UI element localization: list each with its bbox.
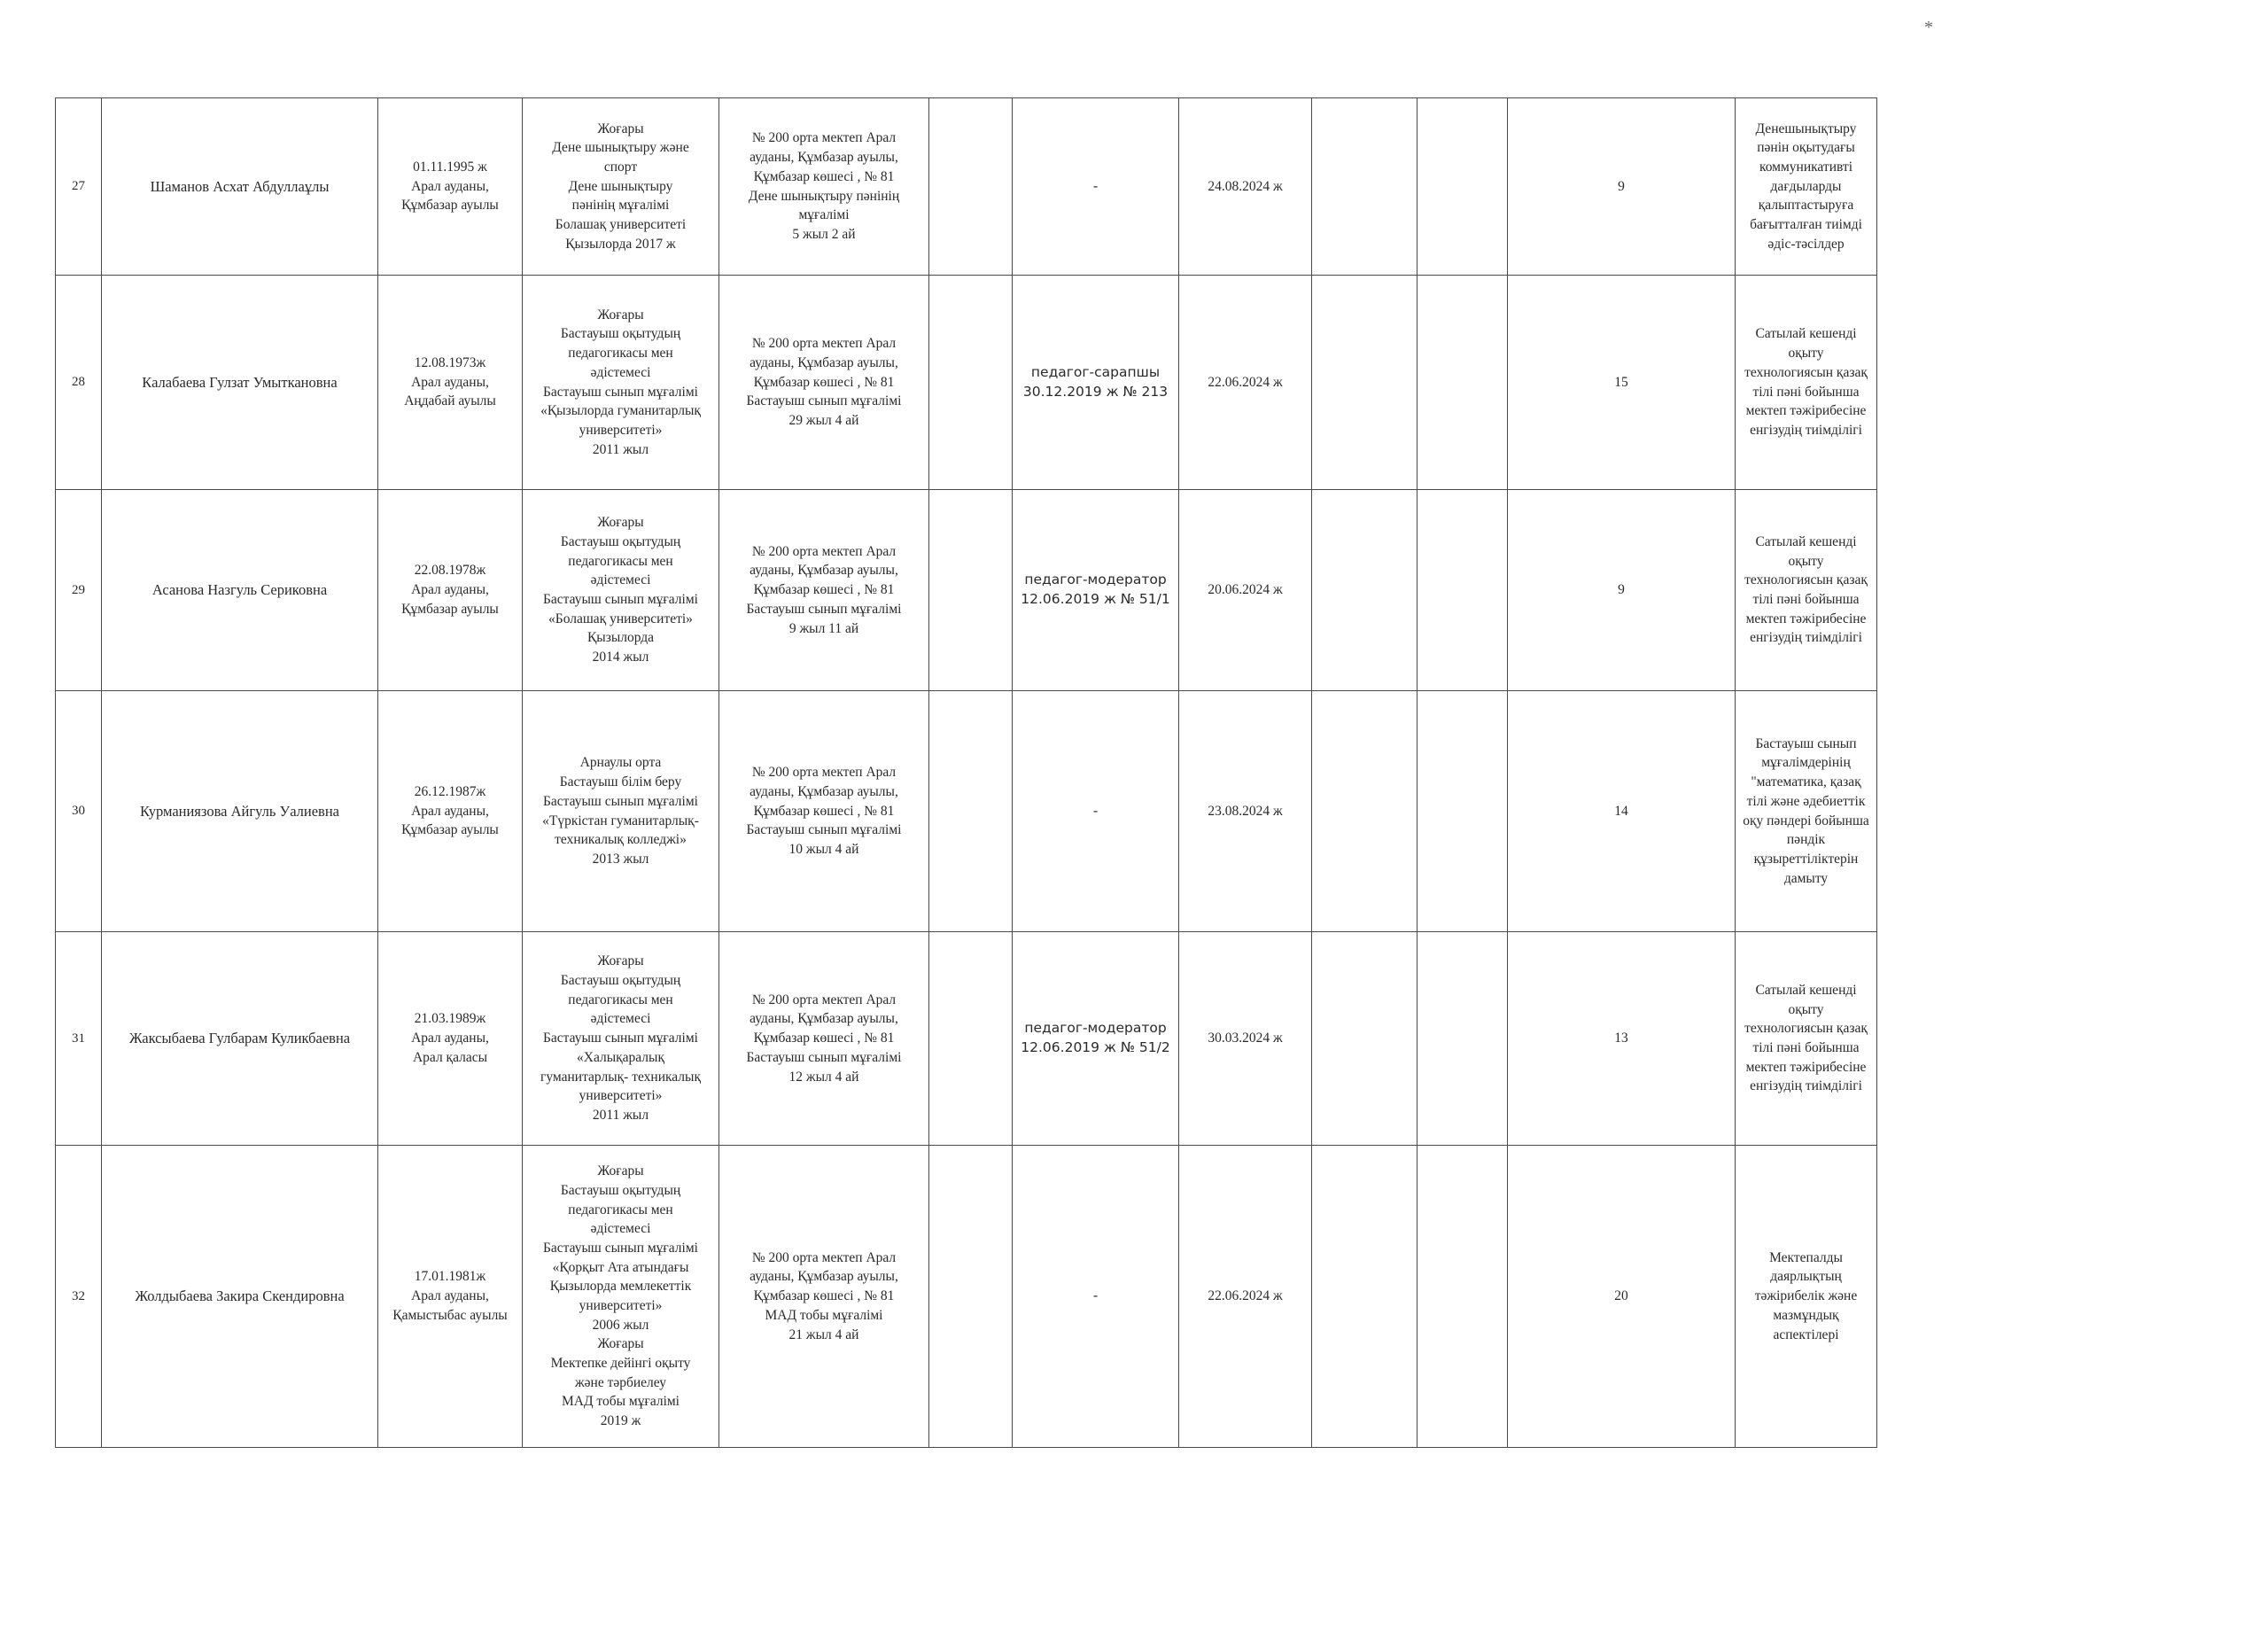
birth-info-line: Арал ауданы,: [411, 582, 489, 598]
topic: [1736, 276, 1877, 490]
count-value: 14: [1508, 691, 1736, 932]
full-name: Жолдыбаева Закира Скендировна: [102, 1146, 378, 1448]
topic: [1736, 490, 1877, 691]
workplace-experience-line: № 200 орта мектеп Арал: [751, 1249, 897, 1265]
topic: [1736, 691, 1877, 932]
table-row: [56, 1146, 1877, 1448]
workplace-experience-line: ауданы, Құмбазар ауылы,: [750, 1269, 898, 1285]
birth-info-line: Арал ауданы,: [411, 374, 489, 390]
topic-line: әдіс-тәсілдер: [1767, 236, 1845, 252]
workplace-experience: [719, 98, 929, 276]
empty-column-6: [929, 1146, 1013, 1448]
education-line: педагогикасы мен: [568, 992, 673, 1007]
education-line: 2013 жыл: [592, 851, 649, 867]
education-line: әдістемесі: [590, 572, 651, 588]
education-line: Жоғары: [597, 307, 644, 323]
empty-column-6: [929, 98, 1013, 276]
full-name: Калабаева Гулзат Умыткановна: [102, 276, 378, 490]
education-line: университеті»: [579, 422, 663, 438]
empty-column-9: [1312, 932, 1418, 1146]
workplace-experience-line: Құмбазар көшесі , № 81: [753, 168, 895, 184]
topic-line: Денешынықтыру: [1755, 121, 1857, 136]
education: [523, 691, 719, 932]
full-name: Асанова Назгуль Сериковна: [102, 490, 378, 691]
education-line: Қызылорда: [586, 630, 655, 646]
topic-line: тілі пәні бойынша: [1752, 1040, 1860, 1055]
table-row: [56, 98, 1877, 276]
empty-column-10: [1418, 1146, 1508, 1448]
qualification-category-line: 12.06.2019 ж № 51/1: [1021, 591, 1170, 607]
education-line: «Халықаралық: [577, 1049, 664, 1065]
empty-column-9: [1312, 1146, 1418, 1448]
workplace-experience-line: Құмбазар көшесі , № 81: [753, 1288, 895, 1304]
birth-info: [378, 490, 523, 691]
row-number: 29: [56, 490, 102, 691]
education-line: Дене шынықтыру және: [552, 140, 689, 156]
count-value: 15: [1508, 276, 1736, 490]
birth-info: [378, 691, 523, 932]
birth-info-line: Аңдабай ауылы: [404, 393, 496, 409]
topic-line: қалыптастыруға: [1758, 198, 1854, 214]
education-line: 2011 жыл: [592, 1107, 649, 1123]
birth-info-line: Арал ауданы,: [411, 1288, 489, 1304]
workplace-experience: [719, 691, 929, 932]
row-number: 27: [56, 98, 102, 276]
workplace-experience: [719, 1146, 929, 1448]
topic-line: енгізудің тиімділігі: [1750, 422, 1862, 438]
topic-line: Сатылай кешенді: [1755, 982, 1857, 998]
workplace-experience-line: Құмбазар көшесі , № 81: [753, 803, 895, 819]
birth-info-line: 17.01.1981ж: [414, 1269, 486, 1285]
workplace-experience-line: 10 жыл 4 ай: [788, 842, 859, 858]
topic-line: бағытталған тиімді: [1750, 217, 1862, 233]
course-date: 22.06.2024 ж: [1179, 1146, 1312, 1448]
qualification-category-line: педагог-модератор: [1024, 1020, 1167, 1037]
birth-info-line: Арал ауданы,: [411, 803, 489, 819]
workplace-experience-line: 9 жыл 11 ай: [788, 620, 859, 636]
workplace-experience-line: Құмбазар көшесі , № 81: [753, 582, 895, 598]
course-date: 20.06.2024 ж: [1179, 490, 1312, 691]
education-line: Бастауыш оқытудың: [560, 973, 681, 989]
birth-info-line: 22.08.1978ж: [414, 563, 486, 579]
course-date: 30.03.2024 ж: [1179, 932, 1312, 1146]
education-line: және тәрбиелеу: [574, 1374, 667, 1390]
roster-body: [56, 98, 1877, 1448]
topic-line: құзыреттіліктерін: [1753, 851, 1859, 867]
education-line: 2006 жыл: [592, 1317, 649, 1333]
education-line: Бастауыш білім беру: [559, 774, 682, 790]
education-line: Жоғары: [597, 121, 644, 136]
empty-column-10: [1418, 98, 1508, 276]
row-number: 30: [56, 691, 102, 932]
topic-line: оқу пәндері бойынша: [1743, 813, 1869, 828]
empty-column-6: [929, 276, 1013, 490]
education-line: МАД тобы мұғалімі: [561, 1394, 680, 1410]
qualification-category-line: 12.06.2019 ж № 51/2: [1021, 1039, 1170, 1055]
workplace-experience-line: Құмбазар көшесі , № 81: [753, 1031, 895, 1046]
workplace-experience: [719, 932, 929, 1146]
education-line: педагогикасы мен: [568, 346, 673, 362]
empty-column-6: [929, 691, 1013, 932]
topic-line: коммуникативті: [1759, 159, 1852, 175]
topic-line: тілі пәні бойынша: [1752, 592, 1860, 607]
qualification-category: -: [1013, 1146, 1179, 1448]
topic-line: Сатылай кешенді: [1755, 533, 1857, 549]
education-line: гуманитарлық- техникалық: [540, 1069, 701, 1085]
row-number: 32: [56, 1146, 102, 1448]
workplace-experience-line: МАД тобы мұғалімі: [765, 1307, 883, 1323]
count-value: 20: [1508, 1146, 1736, 1448]
education-line: 2011 жыл: [592, 441, 649, 457]
empty-column-6: [929, 932, 1013, 1146]
workplace-experience-line: Құмбазар көшесі , № 81: [753, 374, 895, 390]
topic: [1736, 98, 1877, 276]
education-line: «Түркістан гуманитарлық-: [542, 813, 699, 828]
workplace-experience-line: № 200 орта мектеп Арал: [751, 765, 897, 781]
topic-line: пәндік: [1786, 832, 1826, 848]
education-line: Болашақ университеті: [555, 217, 687, 233]
workplace-experience-line: 21 жыл 4 ай: [788, 1326, 859, 1342]
qualification-category: [1013, 490, 1179, 691]
qualification-category: [1013, 276, 1179, 490]
topic-line: технологиясын қазақ: [1744, 572, 1868, 588]
empty-column-6: [929, 490, 1013, 691]
table-row: [56, 932, 1877, 1146]
topic-line: "математика, қазақ: [1751, 774, 1861, 790]
education-line: педагогикасы мен: [568, 553, 673, 569]
table-row: [56, 276, 1877, 490]
birth-info-line: 21.03.1989ж: [414, 1011, 486, 1027]
page-corner-mark: *: [1924, 18, 1933, 37]
empty-column-10: [1418, 932, 1508, 1146]
education-line: университеті»: [579, 1298, 663, 1313]
workplace-experience-line: 29 жыл 4 ай: [788, 413, 859, 429]
education-line: әдістемесі: [590, 364, 651, 380]
birth-info-line: 12.08.1973ж: [414, 354, 486, 370]
education-line: Арнаулы орта: [579, 755, 662, 771]
education-line: пәнінің мұғалімі: [571, 198, 670, 214]
birth-info: [378, 98, 523, 276]
qualification-category: -: [1013, 98, 1179, 276]
topic-line: тілі пәні бойынша: [1752, 384, 1860, 400]
empty-column-10: [1418, 276, 1508, 490]
education: [523, 276, 719, 490]
education: [523, 932, 719, 1146]
education-line: Жоғары: [597, 1336, 644, 1352]
education: [523, 1146, 719, 1448]
birth-info: [378, 276, 523, 490]
topic-line: оқыту: [1788, 1001, 1824, 1017]
education-line: «Қорқыт Ата атындағы: [552, 1259, 689, 1275]
topic-line: мұғалімдерінің: [1761, 755, 1851, 771]
full-name: Курманиязова Айгуль Уалиевна: [102, 691, 378, 932]
birth-info-line: Құмбазар ауылы: [401, 822, 499, 838]
topic: [1736, 932, 1877, 1146]
topic-line: даярлықтың: [1770, 1269, 1842, 1285]
workplace-experience-line: № 200 орта мектеп Арал: [751, 543, 897, 559]
empty-column-9: [1312, 691, 1418, 932]
birth-info-line: 26.12.1987ж: [414, 783, 486, 799]
workplace-experience-line: Дене шынықтыру пәнінің: [748, 188, 900, 204]
workplace-experience-line: ауданы, Құмбазар ауылы,: [750, 563, 898, 579]
birth-info-line: Құмбазар ауылы: [401, 601, 499, 617]
education-line: Дене шынықтыру: [568, 178, 673, 194]
qualification-category: [1013, 932, 1179, 1146]
course-date: 24.08.2024 ж: [1179, 98, 1312, 276]
topic-line: енгізудің тиімділігі: [1750, 630, 1862, 646]
education-line: Мектепке дейінгі оқыту: [550, 1356, 691, 1372]
topic-line: оқыту: [1788, 553, 1824, 569]
education-line: әдістемесі: [590, 1011, 651, 1027]
education-line: Жоғары: [597, 953, 644, 969]
education-line: Бастауыш сынып мұғалімі: [543, 1240, 698, 1256]
topic-line: мазмұндық: [1773, 1307, 1839, 1323]
topic-line: пәнін оқытудағы: [1757, 140, 1855, 156]
workplace-experience-line: Бастауыш сынып мұғалімі: [746, 822, 902, 838]
topic-line: енгізудің тиімділігі: [1750, 1078, 1862, 1094]
birth-info: [378, 932, 523, 1146]
table-row: [56, 691, 1877, 932]
education-line: «Болашақ университеті»: [548, 611, 693, 626]
workplace-experience-line: ауданы, Құмбазар ауылы,: [750, 783, 898, 799]
workplace-experience-line: № 200 орта мектеп Арал: [751, 130, 897, 146]
count-value: 13: [1508, 932, 1736, 1146]
topic-line: тілі және әдебиеттік: [1746, 793, 1866, 809]
birth-info-line: Арал қаласы: [412, 1049, 488, 1065]
education-line: Қызылорда мемлекеттік: [549, 1279, 692, 1295]
empty-column-9: [1312, 276, 1418, 490]
education-line: Бастауыш сынып мұғалімі: [543, 592, 698, 607]
workplace-experience-line: 5 жыл 2 ай: [792, 226, 856, 242]
table-row: [56, 490, 1877, 691]
workplace-experience-line: № 200 орта мектеп Арал: [751, 336, 897, 352]
empty-column-9: [1312, 490, 1418, 691]
education-line: Жоғары: [597, 515, 644, 531]
education-line: техникалық колледжі»: [555, 832, 687, 848]
topic-line: мектеп тәжірибесіне: [1745, 403, 1867, 419]
education-line: Бастауыш сынып мұғалімі: [543, 793, 698, 809]
topic-line: технологиясын қазақ: [1744, 364, 1868, 380]
count-value: 9: [1508, 490, 1736, 691]
education-line: Бастауыш оқытудың: [560, 533, 681, 549]
row-number: 31: [56, 932, 102, 1146]
education-line: Қызылорда 2017 ж: [565, 236, 676, 252]
birth-info: [378, 1146, 523, 1448]
education-line: Бастауыш сынып мұғалімі: [543, 384, 698, 400]
education-line: әдістемесі: [590, 1221, 651, 1237]
birth-info-line: Құмбазар ауылы: [401, 198, 499, 214]
birth-info-line: Қамыстыбас ауылы: [392, 1307, 508, 1323]
birth-info-line: Арал ауданы,: [411, 178, 489, 194]
topic-line: дағдыларды: [1770, 178, 1842, 194]
birth-info-line: Арал ауданы,: [411, 1031, 489, 1046]
workplace-experience-line: Бастауыш сынып мұғалімі: [746, 393, 902, 409]
workplace-experience: [719, 490, 929, 691]
topic-line: технологиясын қазақ: [1744, 1021, 1868, 1037]
workplace-experience: [719, 276, 929, 490]
count-value: 9: [1508, 98, 1736, 276]
course-date: 22.06.2024 ж: [1179, 276, 1312, 490]
education-line: педагогикасы мен: [568, 1202, 673, 1217]
topic-line: тәжірибелік және: [1754, 1288, 1858, 1304]
qualification-category: -: [1013, 691, 1179, 932]
workplace-experience-line: ауданы, Құмбазар ауылы,: [750, 354, 898, 370]
qualification-category-line: 30.12.2019 ж № 213: [1022, 383, 1169, 400]
workplace-experience-line: 12 жыл 4 ай: [788, 1069, 859, 1085]
education: [523, 490, 719, 691]
topic-line: Сатылай кешенді: [1755, 326, 1857, 342]
topic-line: аспектілері: [1773, 1326, 1839, 1342]
qualification-category-line: педагог-сарапшы: [1030, 363, 1161, 380]
workplace-experience-line: № 200 орта мектеп Арал: [751, 992, 897, 1007]
education-line: спорт: [603, 159, 638, 175]
topic-line: дамыту: [1783, 870, 1829, 886]
staff-roster-table: [55, 97, 1877, 1448]
row-number: 28: [56, 276, 102, 490]
education-line: Жоғары: [597, 1163, 644, 1179]
workplace-experience-line: ауданы, Құмбазар ауылы,: [750, 150, 898, 166]
education-line: 2014 жыл: [592, 649, 649, 665]
empty-column-10: [1418, 691, 1508, 932]
birth-info-line: 01.11.1995 ж: [413, 159, 487, 175]
education-line: 2019 ж: [600, 1413, 641, 1429]
qualification-category-line: педагог-модератор: [1024, 572, 1167, 588]
topic-line: Мектепалды: [1769, 1249, 1843, 1265]
education: [523, 98, 719, 276]
topic-line: оқыту: [1788, 346, 1824, 362]
workplace-experience-line: мұғалімі: [798, 207, 850, 223]
topic-line: мектеп тәжірибесіне: [1745, 1059, 1867, 1075]
full-name: Шаманов Асхат Абдуллаұлы: [102, 98, 378, 276]
topic-line: Бастауыш сынып: [1755, 735, 1857, 751]
topic: [1736, 1146, 1877, 1448]
workplace-experience-line: Бастауыш сынып мұғалімі: [746, 1049, 902, 1065]
education-line: Бастауыш оқытудың: [560, 326, 681, 342]
empty-column-10: [1418, 490, 1508, 691]
education-line: Бастауыш сынып мұғалімі: [543, 1031, 698, 1046]
education-line: университеті»: [579, 1088, 663, 1104]
course-date: 23.08.2024 ж: [1179, 691, 1312, 932]
workplace-experience-line: Бастауыш сынып мұғалімі: [746, 601, 902, 617]
workplace-experience-line: ауданы, Құмбазар ауылы,: [750, 1011, 898, 1027]
education-line: Бастауыш оқытудың: [560, 1182, 681, 1198]
topic-line: мектеп тәжірибесіне: [1745, 611, 1867, 626]
full-name: Жаксыбаева Гулбарам Куликбаевна: [102, 932, 378, 1146]
empty-column-9: [1312, 98, 1418, 276]
education-line: «Қызылорда гуманитарлық: [540, 403, 701, 419]
